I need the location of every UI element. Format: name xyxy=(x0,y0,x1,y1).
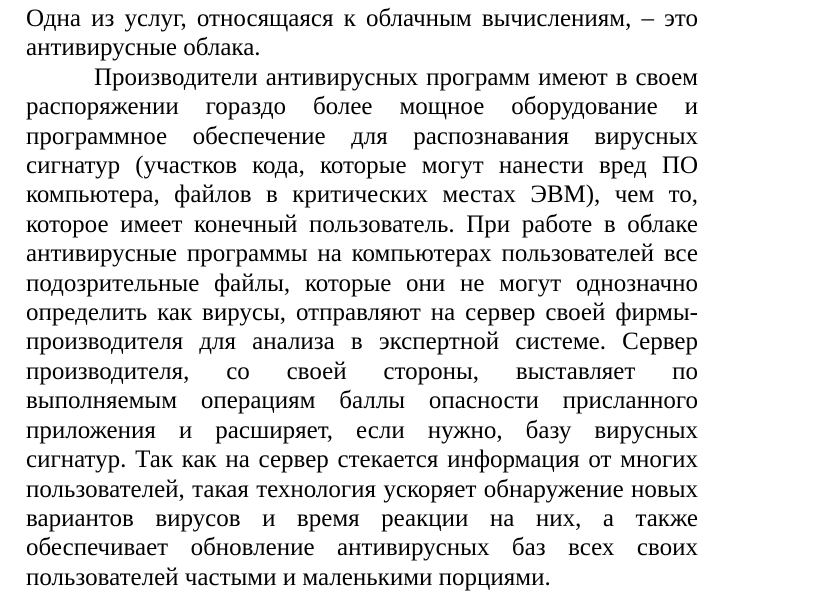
document-page xyxy=(26,4,698,592)
paragraph-body: Производители антивирусных программ имеют в своем распоряжении гораздо более мощное оборудование и программное обеспечение для распознавания вирусных сигнатур (участков кода, которые могут нанести вред ПО компьютера, файлов в критических местах ЭВМ), чем то, которое имеет конечный пользователь. При работе в облаке антивирусные программы на компьютерах пользователей все подозрительные файлы, которые они не могут однозначно определить как вирусы, отправляют на сервер своей фирмы-производителя для анализа в экспертной системе. Сервер производителя, со своей стороны, выставляет по выполняемым операциям баллы опасности присланного приложения и расширяет, если нужно, базу вирусных сигнатур. Так как на сервер стекается информация от многих пользователей, такая технология ускоряет обнаружение новых вариантов вирусов и время реакции на них, а также обеспечивает обновление антивирусных баз всех своих пользователей частыми и маленькими порциями. xyxy=(26,63,698,591)
paragraph-intro: Одна из услуг, относящаяся к облачным вычислениям, – это антивирусные облака. xyxy=(26,5,698,62)
